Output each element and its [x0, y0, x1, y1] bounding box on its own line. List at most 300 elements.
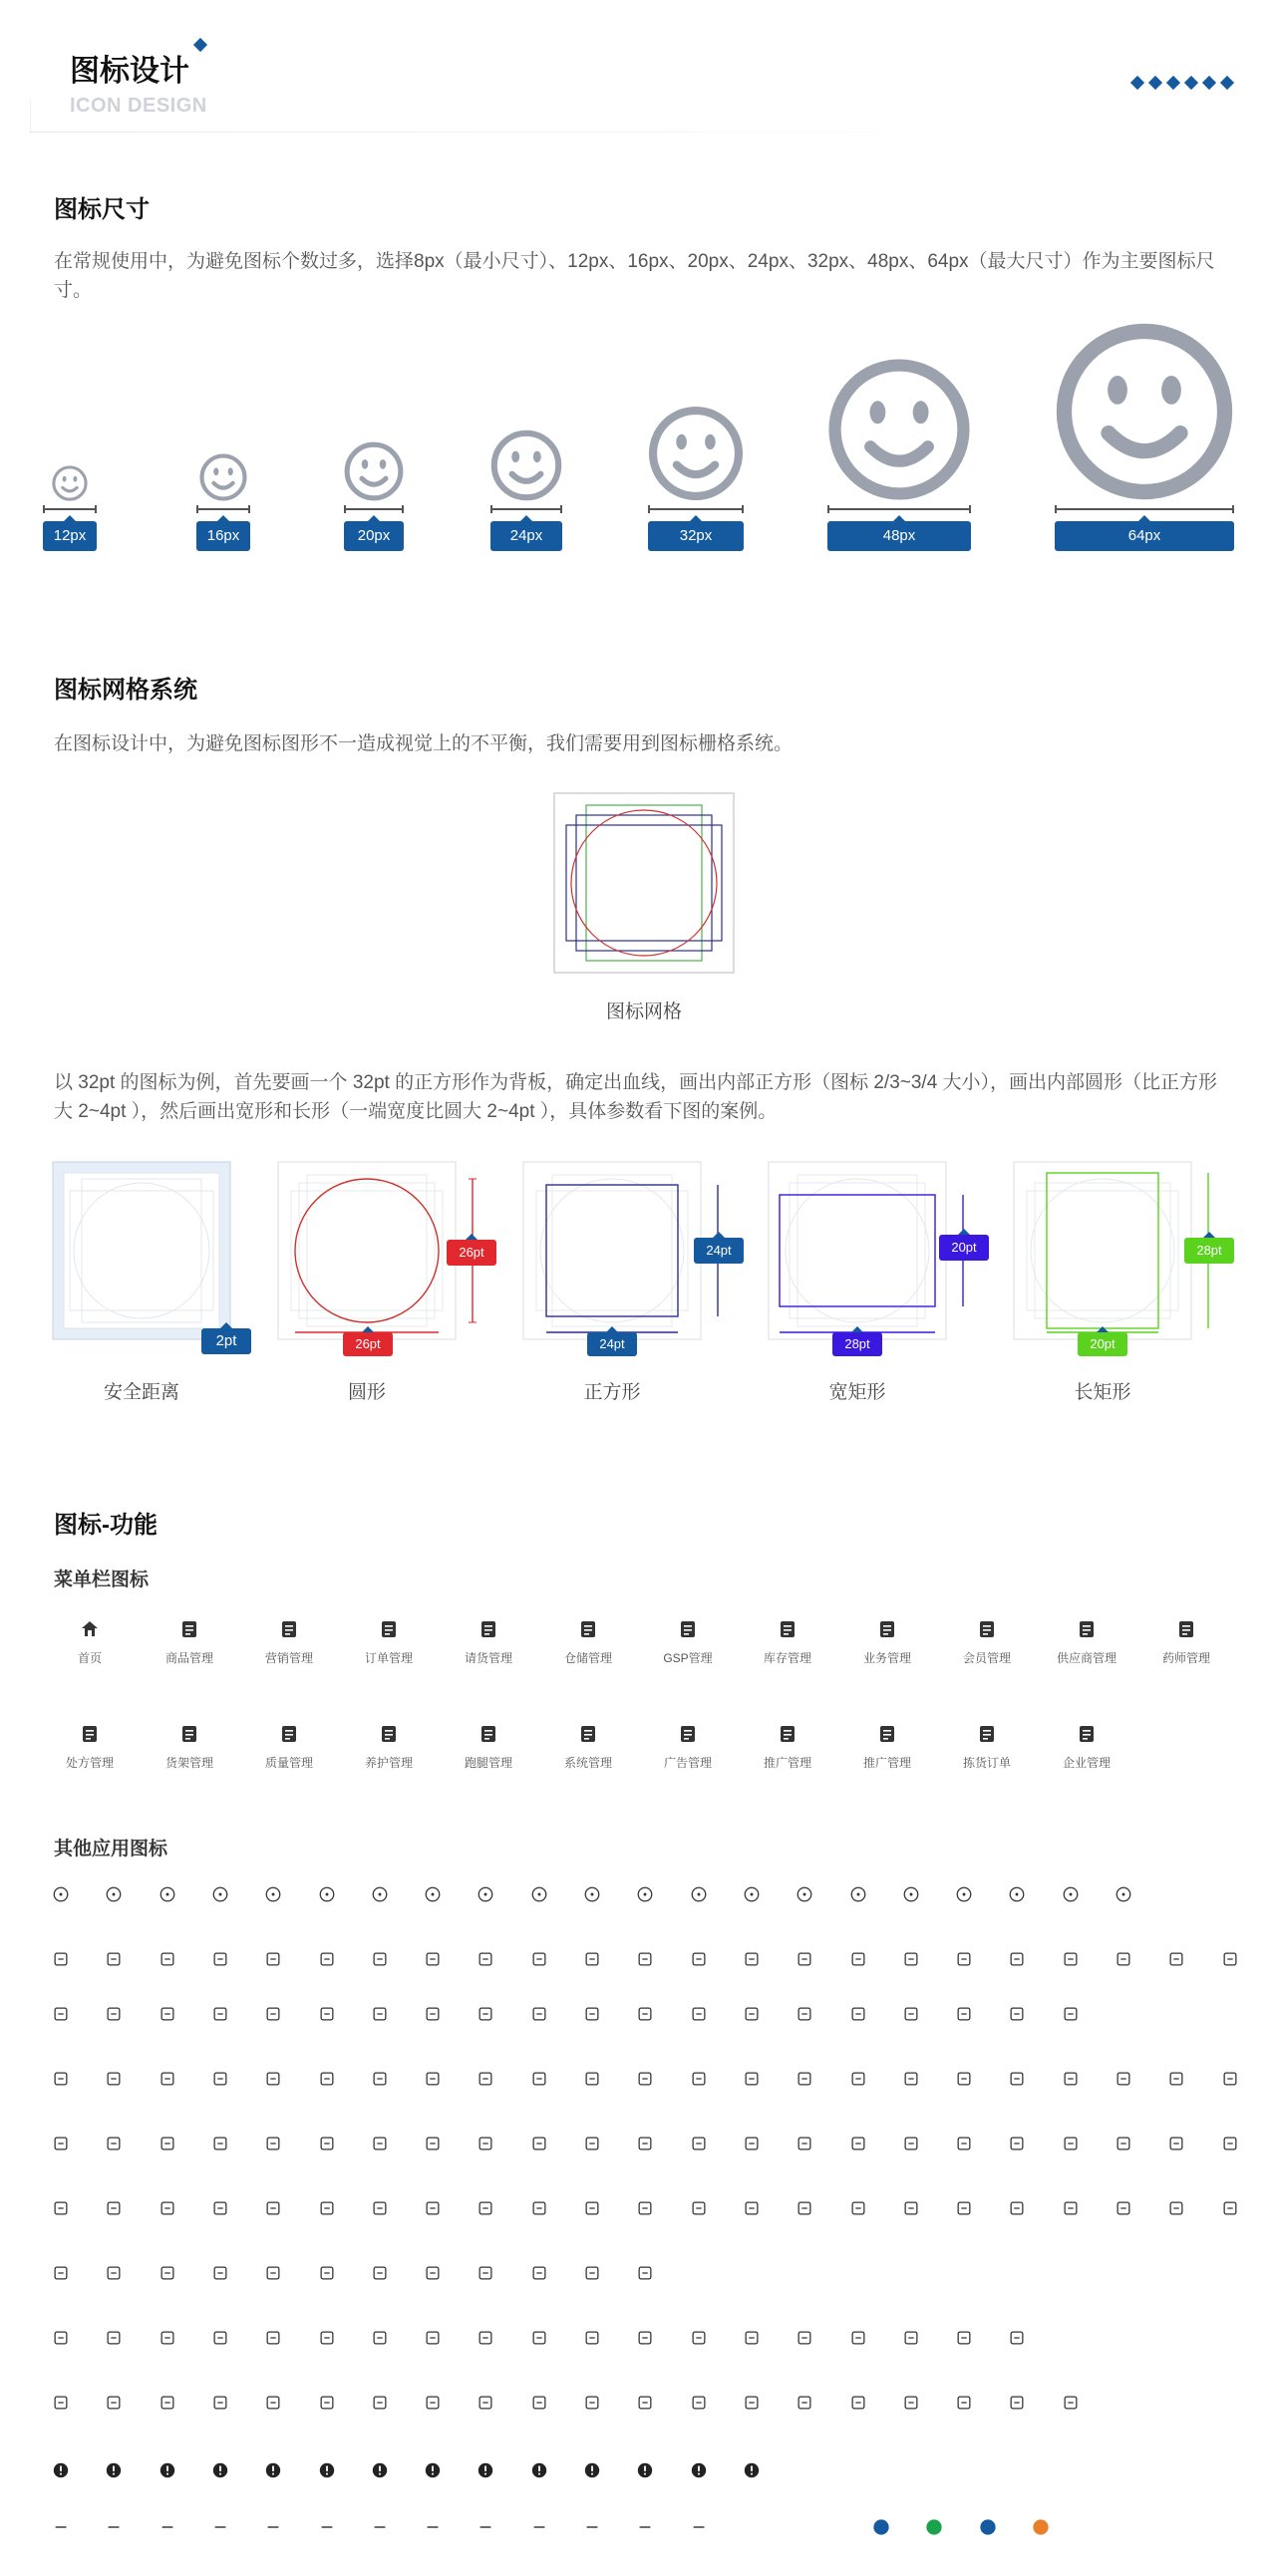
- menu-icon-label: 业务管理: [862, 1651, 911, 1665]
- app-icon: [262, 1883, 284, 1905]
- size-measure-line: [196, 505, 250, 513]
- app-icon: [634, 2068, 656, 2090]
- app-icon: [688, 2392, 710, 2414]
- size-measure-line: [1055, 505, 1234, 513]
- app-icon: [209, 2003, 231, 2025]
- app-icon: [157, 2197, 178, 2219]
- app-icon: [103, 2133, 125, 2154]
- app-icon: [1060, 1948, 1082, 1970]
- app-icon: [741, 2003, 763, 2025]
- app-icon: [794, 2327, 815, 2349]
- menu-icons-title: 菜单栏图标: [54, 1570, 150, 1590]
- app-icon: [316, 2133, 338, 2154]
- app-icon: [422, 1883, 444, 1905]
- app-icon: [103, 2327, 125, 2349]
- app-icon: [103, 2068, 125, 2090]
- app-icon: [688, 2516, 710, 2538]
- app-icon: [741, 1883, 763, 1905]
- app-icon: [528, 2392, 550, 2414]
- menu-glyph-icon: [578, 1619, 598, 1639]
- app-icon: [157, 2003, 178, 2025]
- menu-icon-label: 跑腿管理: [464, 1756, 512, 1770]
- grid-caption: 图标网格: [605, 1002, 682, 1022]
- app-icon: [528, 2003, 550, 2025]
- app-icon: [1060, 1883, 1082, 1905]
- app-icon: [103, 1948, 125, 1970]
- smiley-icon: [1055, 322, 1234, 501]
- app-icon: [157, 2327, 178, 2349]
- smiley-icon: [344, 441, 404, 501]
- app-icon: [741, 2327, 763, 2349]
- app-icon: [688, 2133, 710, 2154]
- smiley-icon: [199, 453, 247, 501]
- menu-icon-item: [140, 1619, 239, 1666]
- app-icon: [581, 2327, 603, 2349]
- app-icon: [209, 1883, 231, 1905]
- app-icon: [1006, 2392, 1028, 2414]
- menu-glyph-icon: [478, 1724, 498, 1744]
- case-circle: [277, 1161, 516, 1360]
- app-icon: [977, 2516, 999, 2538]
- app-icon: [1165, 1948, 1187, 1970]
- app-icon: [634, 2197, 656, 2219]
- app-icon: [923, 2516, 945, 2538]
- app-icon: [316, 1883, 338, 1905]
- menu-icon-item: [738, 1724, 837, 1771]
- app-icon: [900, 2003, 922, 2025]
- app-icon: [369, 1948, 391, 1970]
- app-icon: [50, 2459, 72, 2481]
- menu-glyph-icon: [279, 1619, 299, 1639]
- app-icon: [103, 2003, 125, 2025]
- app-icon: [634, 2133, 656, 2154]
- app-icon: [1113, 2133, 1134, 2154]
- app-icon: [634, 1883, 656, 1905]
- app-icon: [475, 2133, 496, 2154]
- app-icon: [369, 2327, 391, 2349]
- app-icon: [103, 2262, 125, 2284]
- app-icon: [847, 2327, 869, 2349]
- app-icon: [422, 2133, 444, 2154]
- app-icon: [1006, 1948, 1028, 1970]
- menu-glyph-icon: [678, 1724, 698, 1744]
- app-icon: [900, 2197, 922, 2219]
- menu-icon-item: [40, 1724, 140, 1771]
- app-icon: [316, 2459, 338, 2481]
- case-square: [522, 1161, 762, 1360]
- case-label: 长矩形: [1074, 1382, 1131, 1403]
- app-icon: [528, 1948, 550, 1970]
- app-icon: [741, 2459, 763, 2481]
- app-icon: [688, 2327, 710, 2349]
- menu-icon-label: 处方管理: [65, 1756, 114, 1770]
- size-tag: 48px: [827, 521, 971, 551]
- size-tag: 64px: [1055, 521, 1234, 551]
- app-icon: [634, 2262, 656, 2284]
- size-measure-line: [344, 505, 404, 513]
- app-icon: [900, 2068, 922, 2090]
- menu-glyph-icon: [578, 1724, 598, 1744]
- app-icon: [209, 1948, 231, 1970]
- app-icon: [634, 2003, 656, 2025]
- menu-glyph-icon: [977, 1619, 997, 1639]
- menu-icon-label: 仓储管理: [563, 1651, 612, 1665]
- app-icon: [422, 1948, 444, 1970]
- app-icon: [688, 2003, 710, 2025]
- app-icon: [422, 2516, 444, 2538]
- app-icon: [900, 2133, 922, 2154]
- app-icon: [688, 2197, 710, 2219]
- app-icon: [581, 2003, 603, 2025]
- app-icon: [369, 1883, 391, 1905]
- app-icon: [688, 2459, 710, 2481]
- app-icon: [741, 2133, 763, 2154]
- case-tag-side: 20pt: [939, 1235, 989, 1261]
- app-icon: [157, 2459, 178, 2481]
- size-measure-line: [827, 505, 971, 513]
- app-icon: [103, 2459, 125, 2481]
- menu-icon-item: [40, 1619, 140, 1666]
- app-icon: [581, 2133, 603, 2154]
- app-icon: [157, 1883, 178, 1905]
- app-icon: [1219, 2133, 1241, 2154]
- menu-glyph-icon: [379, 1724, 399, 1744]
- menu-icon-item: [638, 1619, 738, 1666]
- menu-icon-label: 推广管理: [763, 1756, 811, 1770]
- app-icon: [50, 2068, 72, 2090]
- app-icon: [316, 2197, 338, 2219]
- app-icon: [847, 1883, 869, 1905]
- case-tag-side: 28pt: [1184, 1238, 1234, 1264]
- menu-icon-item: [239, 1724, 339, 1771]
- app-icon: [157, 2133, 178, 2154]
- app-icon: [262, 2068, 284, 2090]
- app-icon: [634, 2327, 656, 2349]
- app-icon: [741, 2068, 763, 2090]
- menu-icon-item: [339, 1619, 439, 1666]
- section-title-size: 图标尺寸: [54, 196, 150, 223]
- app-icon: [369, 2516, 391, 2538]
- app-icon: [794, 1883, 815, 1905]
- other-icon-row: [50, 1948, 1246, 1978]
- menu-glyph-icon: [977, 1724, 997, 1744]
- app-icon: [422, 2459, 444, 2481]
- app-icon: [369, 2197, 391, 2219]
- menu-icon-item: [140, 1724, 239, 1771]
- app-icon: [475, 2327, 496, 2349]
- app-icon: [581, 1948, 603, 1970]
- app-icon: [581, 2392, 603, 2414]
- app-icon: [953, 2392, 975, 2414]
- menu-icon-label: 系统管理: [563, 1756, 612, 1770]
- app-icon: [847, 1948, 869, 1970]
- header-rule: [30, 132, 1047, 133]
- app-icon: [262, 2197, 284, 2219]
- app-icon: [900, 1883, 922, 1905]
- app-icon: [50, 2003, 72, 2025]
- other-icon-row: [50, 2262, 1246, 2292]
- menu-icon-label: GSP管理: [663, 1651, 713, 1665]
- app-icon: [794, 2392, 815, 2414]
- app-icon: [475, 2459, 496, 2481]
- app-icon: [262, 2516, 284, 2538]
- app-icon: [475, 2392, 496, 2414]
- app-icon: [1113, 2068, 1134, 2090]
- app-icon: [634, 1948, 656, 1970]
- app-icon: [316, 2262, 338, 2284]
- app-icon: [1060, 2197, 1082, 2219]
- app-icon: [1165, 2133, 1187, 2154]
- smiley-icon: [52, 465, 88, 501]
- app-icon: [475, 2197, 496, 2219]
- case-wide-rect: [768, 1161, 1007, 1360]
- app-icon: [528, 2068, 550, 2090]
- size-tag: 16px: [196, 521, 250, 551]
- page-header: [0, 0, 1276, 135]
- app-icon: [209, 2459, 231, 2481]
- app-icon: [475, 2262, 496, 2284]
- app-icon: [528, 2133, 550, 2154]
- app-icon: [103, 2392, 125, 2414]
- case-tag-bottom: 20pt: [1078, 1332, 1127, 1356]
- case-tag-bottom: 26pt: [343, 1332, 393, 1356]
- menu-icon-label: 库存管理: [763, 1651, 811, 1665]
- menu-glyph-icon: [778, 1724, 798, 1744]
- menu-glyph-icon: [179, 1619, 199, 1639]
- app-icon: [1060, 2133, 1082, 2154]
- menu-icon-label: 供应商管理: [1056, 1651, 1116, 1665]
- other-icon-row: [50, 2327, 1246, 2357]
- menu-glyph-icon: [179, 1724, 199, 1744]
- menu-icon-item: [937, 1619, 1037, 1666]
- app-icon: [50, 2392, 72, 2414]
- menu-glyph-icon: [1077, 1619, 1097, 1639]
- menu-glyph-icon: [80, 1619, 100, 1639]
- app-icon: [157, 2392, 178, 2414]
- menu-icon-label: 请货管理: [464, 1651, 512, 1665]
- case-tag-bottom: 28pt: [832, 1332, 882, 1356]
- app-icon: [1006, 2327, 1028, 2349]
- app-icon: [741, 2197, 763, 2219]
- case-tag-bottom: 24pt: [587, 1332, 637, 1356]
- other-icon-row: [50, 2392, 1246, 2422]
- grid-description: 在图标设计中，为避免图标图形不一造成视觉上的不平衡，我们需要用到图标栅格系统。: [54, 733, 794, 754]
- app-icon: [581, 2516, 603, 2538]
- app-icon: [953, 2133, 975, 2154]
- app-icon: [634, 2392, 656, 2414]
- app-icon: [262, 1948, 284, 1970]
- app-icon: [50, 2327, 72, 2349]
- app-icon: [900, 2327, 922, 2349]
- size-tag: 24px: [490, 521, 562, 551]
- size-measure-line: [43, 505, 97, 513]
- menu-icon-item: [339, 1724, 439, 1771]
- menu-icon-item: [638, 1724, 738, 1771]
- case-tall-rect: [1013, 1161, 1252, 1360]
- menu-icon-item: [538, 1724, 638, 1771]
- app-icon: [953, 1948, 975, 1970]
- app-icon: [1219, 1948, 1241, 1970]
- app-icon: [634, 2459, 656, 2481]
- menu-glyph-icon: [279, 1724, 299, 1744]
- app-icon: [688, 1948, 710, 1970]
- menu-icon-label: 药师管理: [1161, 1651, 1210, 1665]
- case-label: 宽矩形: [828, 1382, 886, 1403]
- app-icon: [316, 2392, 338, 2414]
- menu-icon-label: 养护管理: [364, 1756, 413, 1770]
- other-icon-row: [50, 1883, 1246, 1913]
- other-icons-title: 其他应用图标: [54, 1839, 168, 1860]
- app-icon: [953, 1883, 975, 1905]
- app-icon: [794, 2068, 815, 2090]
- app-icon: [316, 2516, 338, 2538]
- menu-icon-item: [439, 1619, 538, 1666]
- app-icon: [528, 1883, 550, 1905]
- app-icon: [50, 2516, 72, 2538]
- app-icon: [422, 2068, 444, 2090]
- app-icon: [528, 2327, 550, 2349]
- menu-glyph-icon: [678, 1619, 698, 1639]
- app-icon: [1030, 2516, 1052, 2538]
- menu-icon-item: [1037, 1724, 1136, 1771]
- app-icon: [422, 2003, 444, 2025]
- size-row: [0, 319, 1276, 578]
- app-icon: [157, 1948, 178, 1970]
- app-icon: [528, 2459, 550, 2481]
- app-icon: [50, 1948, 72, 1970]
- app-icon: [528, 2197, 550, 2219]
- app-icon: [1060, 2003, 1082, 2025]
- menu-glyph-icon: [1077, 1724, 1097, 1744]
- menu-glyph-icon: [877, 1619, 897, 1639]
- app-icon: [209, 2392, 231, 2414]
- app-icon: [1113, 1883, 1134, 1905]
- app-icon: [1006, 2197, 1028, 2219]
- size-description: 在常规使用中，为避免图标个数过多，选择8px（最小尺寸）、12px、16px、20px、24px、32px、48px、64px（最大尺寸）作为主要图标尺寸。: [54, 251, 1215, 301]
- smiley-icon: [648, 406, 744, 501]
- app-icon: [475, 1883, 496, 1905]
- menu-icon-item: [538, 1619, 638, 1666]
- app-icon: [157, 2516, 178, 2538]
- section-title-func: 图标-功能: [54, 1512, 158, 1539]
- app-icon: [103, 2197, 125, 2219]
- app-icon: [369, 2262, 391, 2284]
- app-icon: [475, 2516, 496, 2538]
- app-icon: [794, 1948, 815, 1970]
- app-icon: [262, 2459, 284, 2481]
- menu-icon-item: [937, 1724, 1037, 1771]
- menu-glyph-icon: [778, 1619, 798, 1639]
- app-icon: [50, 2262, 72, 2284]
- app-icon: [475, 2003, 496, 2025]
- app-icon: [528, 2516, 550, 2538]
- app-icon: [688, 2068, 710, 2090]
- smiley-icon: [827, 358, 971, 501]
- case-tag: 2pt: [201, 1328, 251, 1354]
- other-icon-row: [50, 2133, 1246, 2162]
- other-icon-row: [50, 2197, 1246, 2227]
- app-icon: [847, 2197, 869, 2219]
- app-icon: [422, 2327, 444, 2349]
- app-icon: [157, 2068, 178, 2090]
- case-tag-side: 26pt: [447, 1240, 496, 1266]
- case-label: 正方形: [583, 1382, 641, 1403]
- app-icon: [209, 2197, 231, 2219]
- app-icon: [847, 2392, 869, 2414]
- menu-icon-item: [239, 1619, 339, 1666]
- menu-icon-label: 拣货订单: [962, 1756, 1011, 1770]
- app-icon: [581, 2197, 603, 2219]
- app-icon: [847, 2003, 869, 2025]
- other-icon-row: [50, 2516, 1246, 2546]
- app-icon: [209, 2327, 231, 2349]
- size-tag: 32px: [648, 521, 744, 551]
- app-icon: [209, 2133, 231, 2154]
- app-icon: [262, 2262, 284, 2284]
- app-icon: [1113, 1948, 1134, 1970]
- menu-icon-label: 营销管理: [264, 1651, 313, 1665]
- menu-icon-label: 质量管理: [264, 1756, 313, 1770]
- app-icon: [422, 2262, 444, 2284]
- app-icon: [209, 2068, 231, 2090]
- other-icon-row: [50, 2459, 1246, 2489]
- menu-glyph-icon: [877, 1724, 897, 1744]
- size-measure-line: [648, 505, 744, 513]
- menu-icon-label: 订单管理: [364, 1651, 413, 1665]
- menu-icon-label: 企业管理: [1062, 1756, 1111, 1770]
- other-icon-row: [50, 2003, 1246, 2033]
- app-icon: [634, 2516, 656, 2538]
- app-icon: [1165, 2068, 1187, 2090]
- app-icon: [953, 2327, 975, 2349]
- other-icon-row: [50, 2068, 1246, 2098]
- app-icon: [953, 2068, 975, 2090]
- menu-icon-item: [738, 1619, 837, 1666]
- size-tag: 20px: [344, 521, 404, 551]
- case-tag-side: 24pt: [694, 1238, 744, 1264]
- app-icon: [103, 1883, 125, 1905]
- size-tag: 12px: [43, 521, 97, 551]
- app-icon: [1006, 2133, 1028, 2154]
- app-icon: [1006, 2003, 1028, 2025]
- icon-grid-diagram: [553, 792, 735, 974]
- app-icon: [422, 2197, 444, 2219]
- app-icon: [900, 2392, 922, 2414]
- app-icon: [103, 2516, 125, 2538]
- app-icon: [581, 1883, 603, 1905]
- app-icon: [50, 2133, 72, 2154]
- menu-icon-label: 推广管理: [862, 1756, 911, 1770]
- app-icon: [794, 2133, 815, 2154]
- menu-icon-label: 广告管理: [663, 1756, 712, 1770]
- app-icon: [1006, 2068, 1028, 2090]
- app-icon: [422, 2392, 444, 2414]
- menu-icon-row-2: [40, 1724, 1236, 1771]
- page-subtitle: ICON DESIGN: [70, 95, 207, 117]
- section-title-grid: 图标网格系统: [54, 677, 197, 704]
- smiley-icon: [490, 429, 562, 501]
- app-icon: [1060, 2392, 1082, 2414]
- app-icon: [847, 2068, 869, 2090]
- app-icon: [1060, 2068, 1082, 2090]
- app-icon: [741, 1948, 763, 1970]
- header-corner-line: [30, 100, 31, 134]
- app-icon: [847, 2133, 869, 2154]
- app-icon: [688, 1883, 710, 1905]
- app-icon: [870, 2516, 892, 2538]
- case-label: 安全距离: [103, 1382, 179, 1403]
- menu-icon-label: 会员管理: [962, 1651, 1011, 1665]
